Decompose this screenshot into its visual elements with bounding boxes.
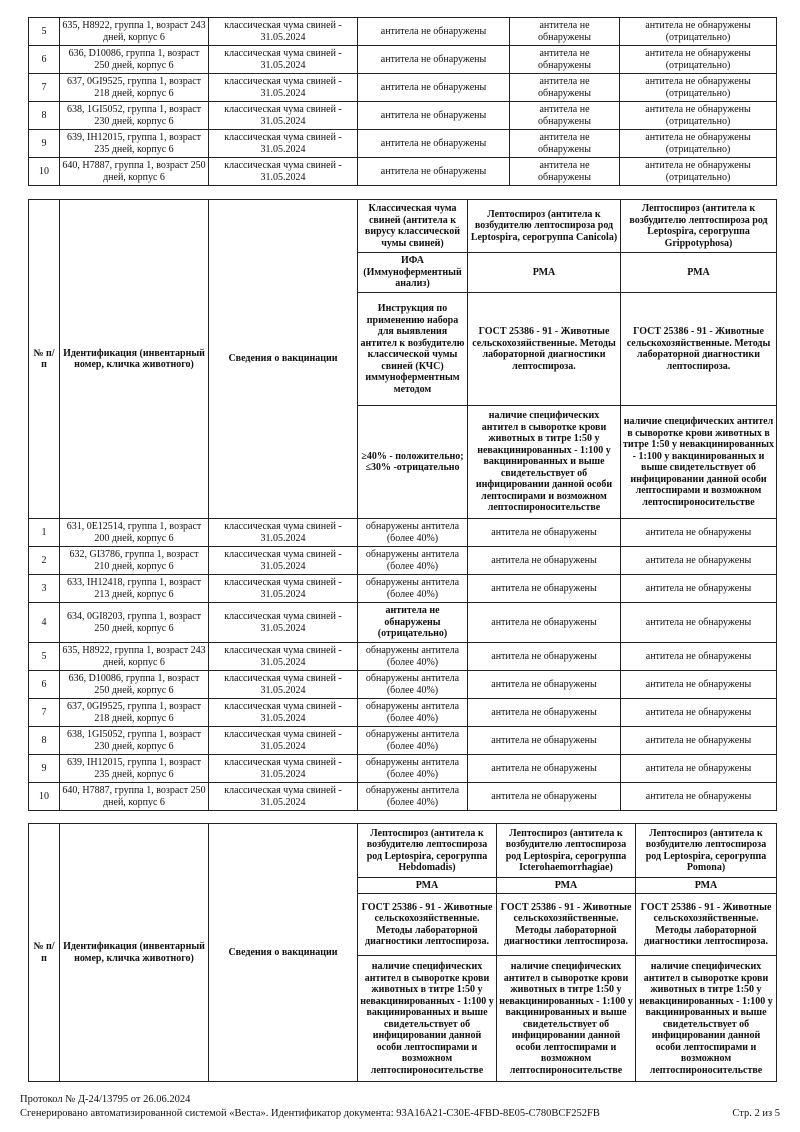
- cell-n: 4: [29, 603, 60, 643]
- header-norm: наличие специфических антител в сыворотке крови животных в титре 1:50 у невакцинированных - 1:100 у вакцинированных и выше свидетельствует об инфицировании данной особи лептоспирами и возможном лептоспироносительстве: [621, 406, 777, 519]
- header-vaccination: Сведения о вакцинации: [209, 200, 358, 519]
- cell-c2: антитела не обнаружены: [510, 74, 620, 102]
- cell-id: 638, 1GI5052, группа 1, возраст 230 дней, корпус 6: [60, 727, 209, 755]
- table-row: [29, 603, 777, 643]
- cell-id: 634, 0GI8203, группа 1, возраст 250 дней, корпус 6: [60, 603, 209, 643]
- cell-n: 3: [29, 575, 60, 603]
- cell-vacc: классическая чума свиней - 31.05.2024: [209, 755, 358, 783]
- cell-c1: обнаружены антитела (более 40%): [358, 519, 468, 547]
- cell-vacc: классическая чума свиней - 31.05.2024: [209, 130, 358, 158]
- table-row: [29, 46, 777, 74]
- header-norm: наличие специфических антител в сыворотке крови животных в титре 1:50 у невакцинированных - 1:100 у вакцинированных и выше свидетельствует об инфицировании данной особи лептоспирами и возможном лептоспироносительстве: [468, 406, 621, 519]
- header-disease: Лептоспироз (антитела к возбудителю лептоспироза род Leptospira, серогруппа Hebdomadis): [358, 824, 497, 878]
- table-row: [29, 755, 777, 783]
- cell-c2: антитела не обнаружены: [510, 130, 620, 158]
- cell-id: 635, H8922, группа 1, возраст 243 дней, корпус 6: [60, 643, 209, 671]
- cell-vacc: классическая чума свиней - 31.05.2024: [209, 699, 358, 727]
- cell-id: 632, GI3786, группа 1, возраст 210 дней, корпус 6: [60, 547, 209, 575]
- header-standard: ГОСТ 25386 - 91 - Животные сельскохозяйственные. Методы лабораторной диагностики лептоспироза.: [636, 894, 777, 956]
- cell-vacc: классическая чума свиней - 31.05.2024: [209, 74, 358, 102]
- cell-c3: антитела не обнаружены (отрицательно): [620, 158, 777, 186]
- cell-c2: антитела не обнаружены: [468, 643, 621, 671]
- header-norm: ≥40% - положительно; ≤30% -отрицательно: [358, 406, 468, 519]
- table-row: [29, 74, 777, 102]
- cell-id: 636, D10086, группа 1, возраст 250 дней, корпус 6: [60, 46, 209, 74]
- cell-c1: обнаружены антитела (более 40%): [358, 727, 468, 755]
- results-table-continued: [28, 17, 777, 186]
- cell-c3: антитела не обнаружены: [621, 755, 777, 783]
- page-number: Стр. 2 из 5: [732, 1108, 780, 1119]
- cell-c1: обнаружены антитела (более 40%): [358, 643, 468, 671]
- cell-n: 8: [29, 102, 60, 130]
- cell-id: 631, 0E12514, группа 1, возраст 200 дней, корпус 6: [60, 519, 209, 547]
- cell-n: 7: [29, 699, 60, 727]
- document-identifier: Сгенерировано автоматизированной системой «Веста». Идентификатор документа: 93A16A21-C30E-4FBD-8E05-C780BCF252FB: [20, 1108, 600, 1119]
- protocol-number: Протокол № Д-24/13795 от 26.06.2024: [20, 1094, 191, 1105]
- cell-id: 635, H8922, группа 1, возраст 243 дней, корпус 6: [60, 18, 209, 46]
- cell-c2: антитела не обнаружены: [468, 603, 621, 643]
- cell-c3: антитела не обнаружены: [621, 575, 777, 603]
- cell-c1: антитела не обнаружены: [358, 102, 510, 130]
- cell-c1: обнаружены антитела (более 40%): [358, 755, 468, 783]
- header-method: РМА: [636, 878, 777, 894]
- cell-c1: антитела не обнаружены: [358, 74, 510, 102]
- header-standard: ГОСТ 25386 - 91 - Животные сельскохозяйственные. Методы лабораторной диагностики лептоспироза.: [621, 293, 777, 406]
- cell-c1: антитела не обнаружены: [358, 130, 510, 158]
- header-disease: Классическая чума свиней (антитела к вирусу классической чумы свиней): [358, 200, 468, 253]
- cell-c2: антитела не обнаружены: [468, 727, 621, 755]
- cell-c3: антитела не обнаружены: [621, 671, 777, 699]
- cell-c3: антитела не обнаружены (отрицательно): [620, 130, 777, 158]
- cell-n: 1: [29, 519, 60, 547]
- cell-n: 7: [29, 74, 60, 102]
- table-row: [29, 671, 777, 699]
- cell-c2: антитела не обнаружены: [510, 102, 620, 130]
- cell-n: 5: [29, 18, 60, 46]
- header-disease: Лептоспироз (антитела к возбудителю лептоспироза род Leptospira, серогруппа Grippotyphosa): [621, 200, 777, 253]
- cell-vacc: классическая чума свиней - 31.05.2024: [209, 783, 358, 811]
- cell-c2: антитела не обнаружены: [468, 547, 621, 575]
- cell-c1: обнаружены антитела (более 40%): [358, 575, 468, 603]
- header-method: РМА: [468, 253, 621, 293]
- cell-vacc: классическая чума свиней - 31.05.2024: [209, 18, 358, 46]
- header-disease: Лептоспироз (антитела к возбудителю лептоспироза род Leptospira, серогруппа Icterohaemorrhagiae): [497, 824, 636, 878]
- cell-n: 10: [29, 783, 60, 811]
- header-vaccination: Сведения о вакцинации: [209, 824, 358, 1082]
- cell-n: 10: [29, 158, 60, 186]
- header-norm: наличие специфических антител в сыворотке крови животных в титре 1:50 у невакцинированных - 1:100 у вакцинированных и выше свидетельствует об инфицировании данной особи лептоспирами и возможном лептоспироносительстве: [497, 956, 636, 1082]
- table-row: [29, 783, 777, 811]
- cell-n: 5: [29, 643, 60, 671]
- cell-id: 637, 0GI9525, группа 1, возраст 218 дней, корпус 6: [60, 74, 209, 102]
- cell-c2: антитела не обнаружены: [468, 783, 621, 811]
- header-method: ИФА (Иммуноферментный анализ): [358, 253, 468, 293]
- cell-id: 638, 1GI5052, группа 1, возраст 230 дней, корпус 6: [60, 102, 209, 130]
- cell-c3: антитела не обнаружены (отрицательно): [620, 102, 777, 130]
- cell-c1: обнаружены антитела (более 40%): [358, 547, 468, 575]
- header-norm: наличие специфических антител в сыворотке крови животных в титре 1:50 у невакцинированных - 1:100 у вакцинированных и выше свидетельствует об инфицировании данной особи лептоспирами и возможном лептоспироносительстве: [636, 956, 777, 1082]
- cell-c1: антитела не обнаружены: [358, 46, 510, 74]
- table-row: [29, 519, 777, 547]
- cell-c2: антитела не обнаружены: [468, 575, 621, 603]
- header-standard: ГОСТ 25386 - 91 - Животные сельскохозяйственные. Методы лабораторной диагностики лептоспироза.: [497, 894, 636, 956]
- cell-id: 639, IH12015, группа 1, возраст 235 дней, корпус 6: [60, 130, 209, 158]
- cell-c1: антитела не обнаружены: [358, 18, 510, 46]
- cell-c3: антитела не обнаружены (отрицательно): [620, 18, 777, 46]
- cell-c1: обнаружены антитела (более 40%): [358, 783, 468, 811]
- cell-vacc: классическая чума свиней - 31.05.2024: [209, 643, 358, 671]
- cell-c3: антитела не обнаружены: [621, 699, 777, 727]
- cell-id: 640, H7887, группа 1, возраст 250 дней, корпус 6: [60, 783, 209, 811]
- header-method: РМА: [497, 878, 636, 894]
- cell-id: 640, H7887, группа 1, возраст 250 дней, корпус 6: [60, 158, 209, 186]
- header-standard: ГОСТ 25386 - 91 - Животные сельскохозяйственные. Методы лабораторной диагностики лептоспироза.: [358, 894, 497, 956]
- cell-c1: антитела не обнаружены: [358, 158, 510, 186]
- cell-c1: обнаружены антитела (более 40%): [358, 671, 468, 699]
- results-table-leptospirosis-header: [28, 823, 777, 1082]
- table-row: [29, 727, 777, 755]
- cell-c3: антитела не обнаружены (отрицательно): [620, 46, 777, 74]
- cell-n: 6: [29, 46, 60, 74]
- cell-c3: антитела не обнаружены: [621, 519, 777, 547]
- cell-n: 6: [29, 671, 60, 699]
- cell-vacc: классическая чума свиней - 31.05.2024: [209, 603, 358, 643]
- cell-c3: антитела не обнаружены: [621, 727, 777, 755]
- cell-c3: антитела не обнаружены: [621, 547, 777, 575]
- results-table-csf-leptospirosis: [28, 199, 777, 811]
- cell-c1: обнаружены антитела (более 40%): [358, 699, 468, 727]
- header-method: РМА: [621, 253, 777, 293]
- cell-vacc: классическая чума свиней - 31.05.2024: [209, 158, 358, 186]
- cell-id: 639, IH12015, группа 1, возраст 235 дней, корпус 6: [60, 755, 209, 783]
- cell-vacc: классическая чума свиней - 31.05.2024: [209, 519, 358, 547]
- header-number: № п/п: [29, 200, 60, 519]
- table-row: [29, 130, 777, 158]
- cell-n: 8: [29, 727, 60, 755]
- cell-vacc: классическая чума свиней - 31.05.2024: [209, 671, 358, 699]
- cell-n: 2: [29, 547, 60, 575]
- cell-c2: антитела не обнаружены: [468, 699, 621, 727]
- cell-id: 633, IH12418, группа 1, возраст 213 дней, корпус 6: [60, 575, 209, 603]
- table-row: [29, 547, 777, 575]
- header-number: № п/п: [29, 824, 60, 1082]
- cell-id: 636, D10086, группа 1, возраст 250 дней, корпус 6: [60, 671, 209, 699]
- header-standard: ГОСТ 25386 - 91 - Животные сельскохозяйственные. Методы лабораторной диагностики лептоспироза.: [468, 293, 621, 406]
- table-row: [29, 699, 777, 727]
- cell-c2: антитела не обнаружены: [510, 18, 620, 46]
- cell-vacc: классическая чума свиней - 31.05.2024: [209, 727, 358, 755]
- header-standard: Инструкция по применению набора для выявления антител к возбудителю классической чумы свиней (КЧС) иммуноферментным методом: [358, 293, 468, 406]
- cell-c2: антитела не обнаружены: [510, 46, 620, 74]
- cell-vacc: классическая чума свиней - 31.05.2024: [209, 102, 358, 130]
- table-row: [29, 575, 777, 603]
- cell-c3: антитела не обнаружены: [621, 783, 777, 811]
- cell-c3: антитела не обнаружены: [621, 603, 777, 643]
- cell-c2: антитела не обнаружены: [468, 519, 621, 547]
- table-row: [29, 102, 777, 130]
- header-identification: Идентификация (инвентарный номер, кличка животного): [60, 824, 209, 1082]
- table-row: [29, 18, 777, 46]
- cell-c2: антитела не обнаружены: [468, 755, 621, 783]
- cell-vacc: классическая чума свиней - 31.05.2024: [209, 547, 358, 575]
- cell-n: 9: [29, 130, 60, 158]
- header-method: РМА: [358, 878, 497, 894]
- table-row: [29, 643, 777, 671]
- cell-c1: антитела не обнаружены (отрицательно): [358, 603, 468, 643]
- cell-n: 9: [29, 755, 60, 783]
- header-disease: Лептоспироз (антитела к возбудителю лептоспироза род Leptospira, серогруппа Canicola): [468, 200, 621, 253]
- cell-c2: антитела не обнаружены: [510, 158, 620, 186]
- cell-c3: антитела не обнаружены (отрицательно): [620, 74, 777, 102]
- cell-vacc: классическая чума свиней - 31.05.2024: [209, 575, 358, 603]
- cell-id: 637, 0GI9525, группа 1, возраст 218 дней, корпус 6: [60, 699, 209, 727]
- header-norm: наличие специфических антител в сыворотке крови животных в титре 1:50 у невакцинированных - 1:100 у вакцинированных и выше свидетельствует об инфицировании данной особи лептоспирами и возможном лептоспироносительстве: [358, 956, 497, 1082]
- cell-c3: антитела не обнаружены: [621, 643, 777, 671]
- header-identification: Идентификация (инвентарный номер, кличка животного): [60, 200, 209, 519]
- cell-c2: антитела не обнаружены: [468, 671, 621, 699]
- header-disease: Лептоспироз (антитела к возбудителю лептоспироза род Leptospira, серогруппа Pomona): [636, 824, 777, 878]
- cell-vacc: классическая чума свиней - 31.05.2024: [209, 46, 358, 74]
- table-row: [29, 158, 777, 186]
